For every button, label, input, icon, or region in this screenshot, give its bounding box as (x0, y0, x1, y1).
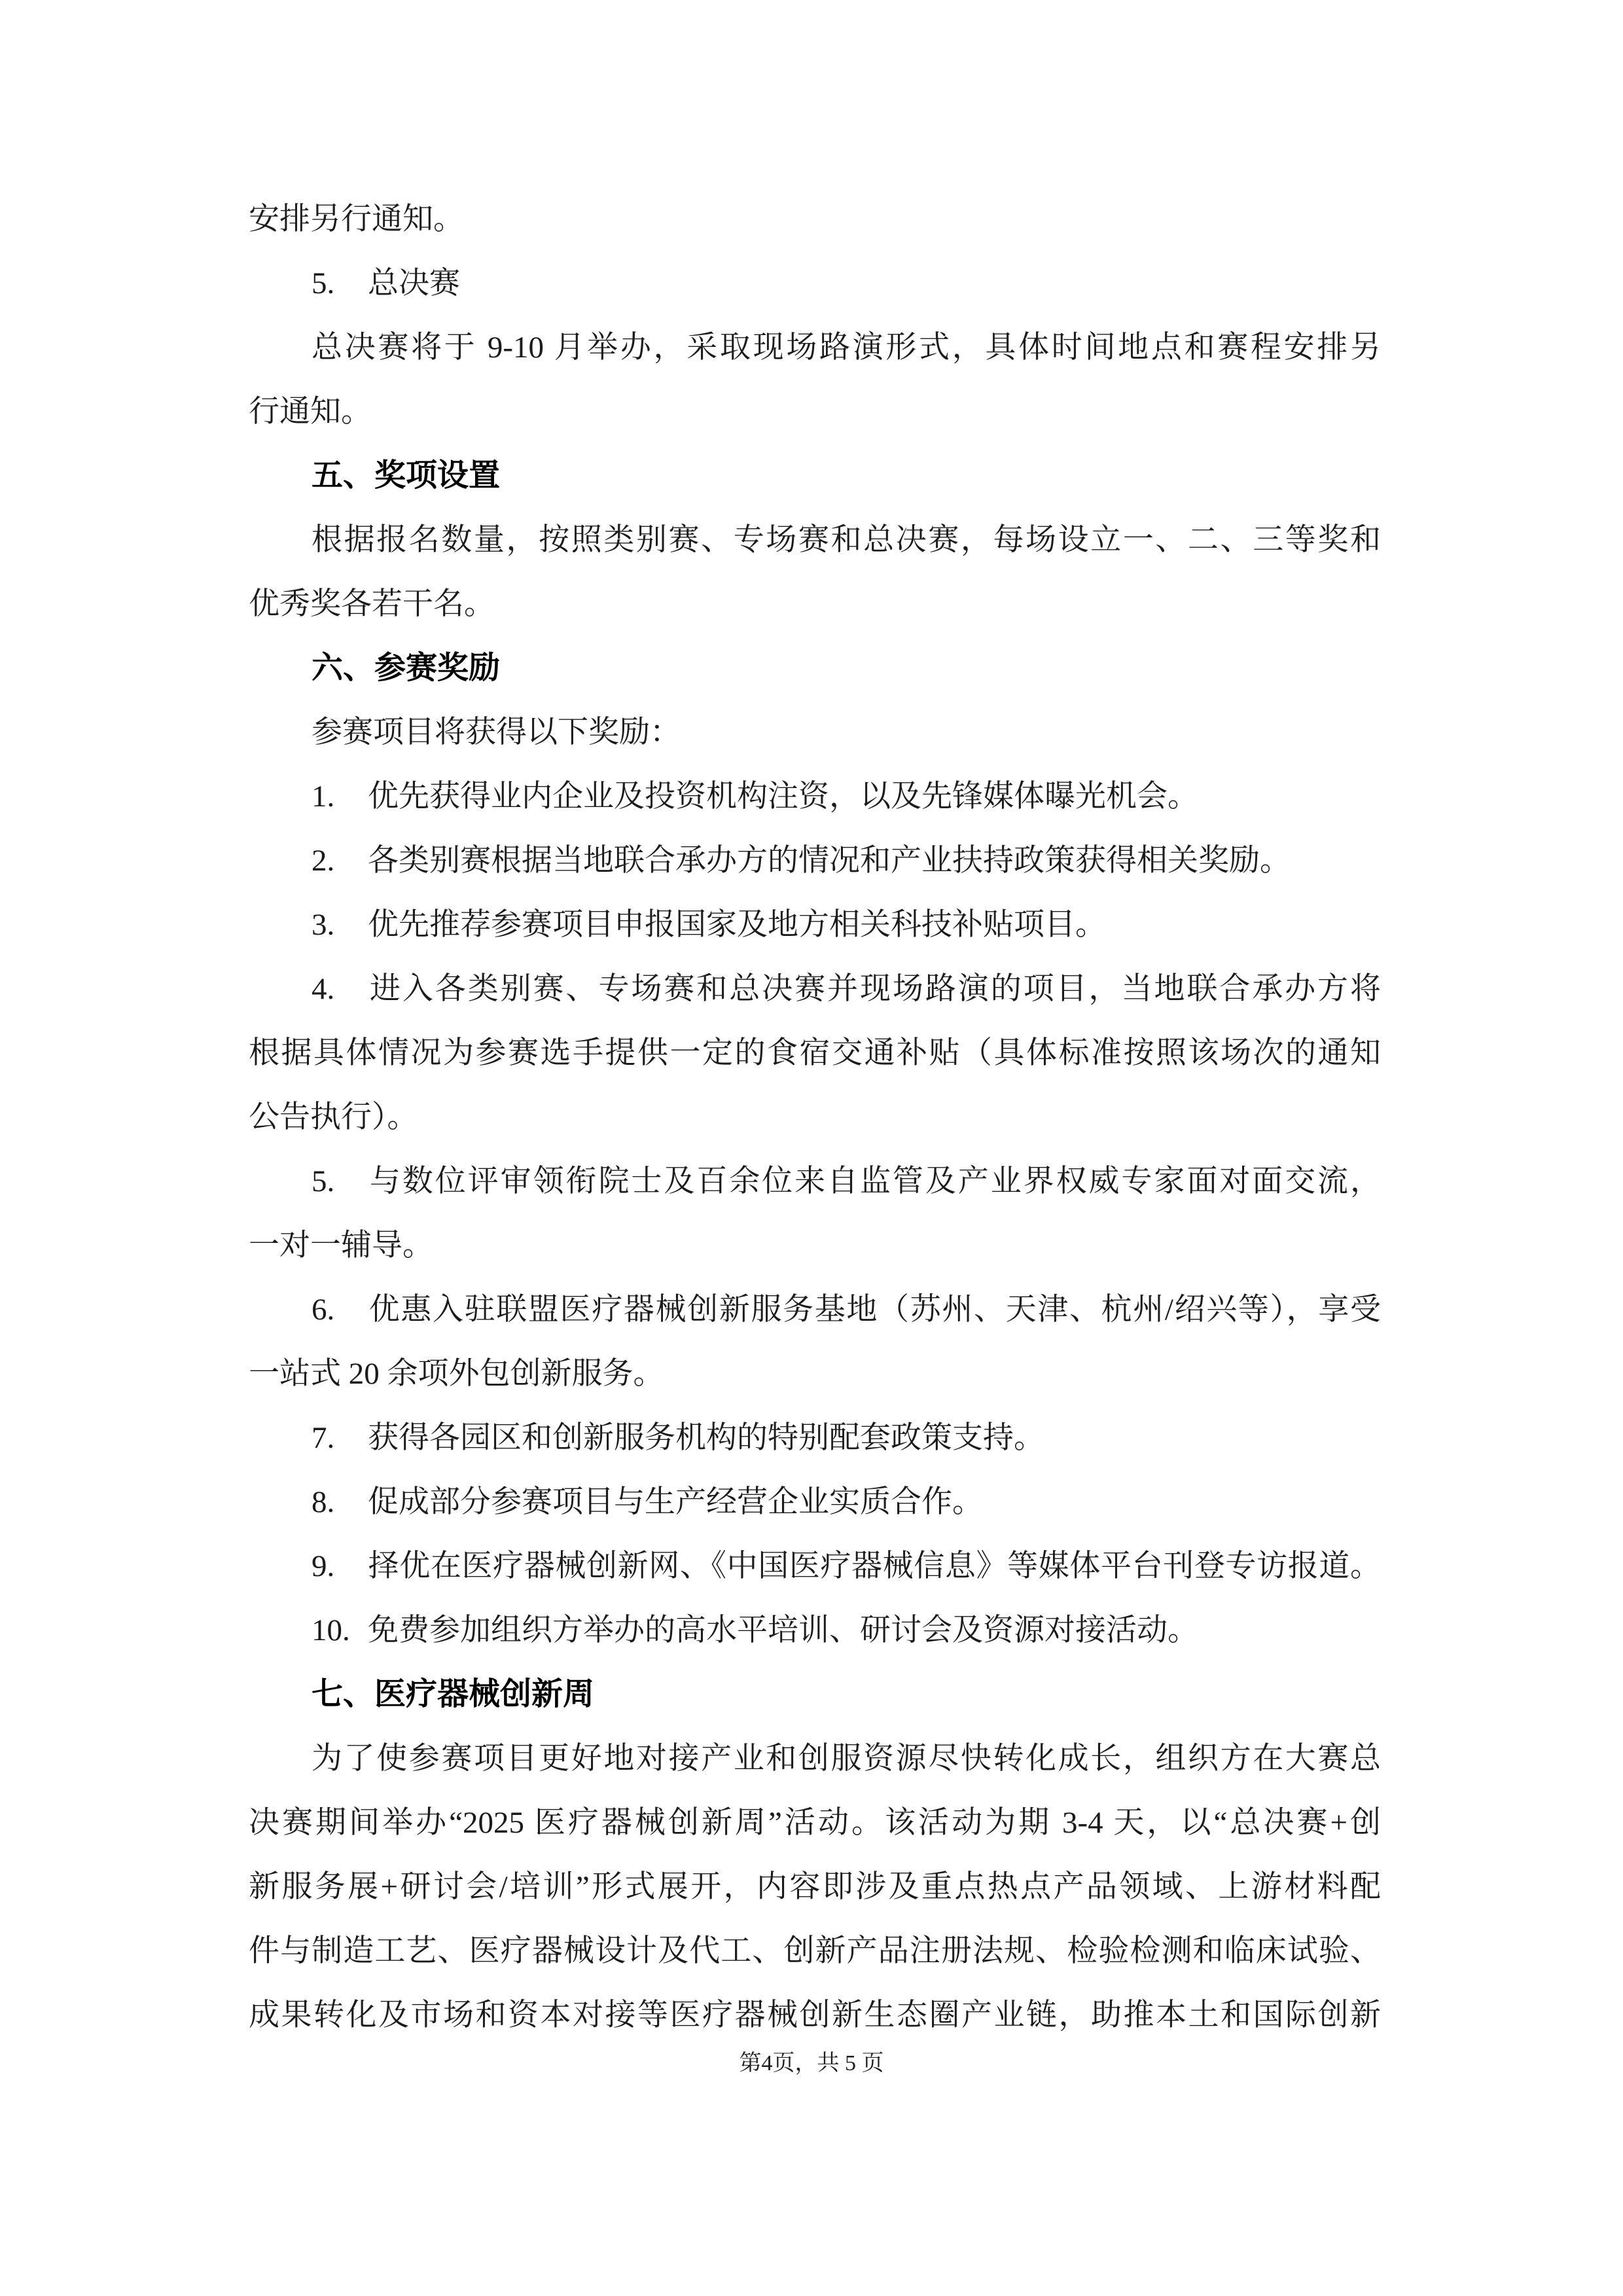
list-item (249, 1534, 1381, 1598)
list-item (249, 893, 1381, 957)
text-line: 优秀奖各若干名。 (249, 587, 495, 621)
list-item (249, 829, 1381, 893)
text-line: 参赛项目将获得以下奖励： (312, 715, 681, 749)
list-item-text: 免费参加组织方举办的高水平培训、研讨会及资源对接活动。 (368, 1613, 1198, 1647)
text-line: 安排另行通知。 (249, 202, 464, 236)
list-item (249, 1149, 1381, 1213)
list-item-text: 与数位评审领衔院士及百余位来自监管及产业界权威专家面对面交流， (368, 1164, 1381, 1198)
text-line: 成果转化及市场和资本对接等医疗器械创新生态圈产业链，助推本土和国际创新 (249, 1998, 1381, 2032)
text-line: 一站式 20 余项外包创新服务。 (249, 1357, 664, 1391)
list-item (249, 957, 1381, 1021)
text-line: 决赛期间举办“2025 医疗器械创新周”活动。该活动为期 3-4 天，以“总决赛+创 (249, 1806, 1381, 1840)
list-number: 10. (312, 1613, 350, 1647)
list-item-text: 促成部分参赛项目与生产经营企业实质合作。 (368, 1485, 983, 1519)
list-number: 4. (312, 972, 335, 1006)
list-item-text: 各类别赛根据当地联合承办方的情况和产业扶持政策获得相关奖励。 (368, 844, 1291, 878)
text-line: 新服务展+研讨会/培训”形式展开，内容即涉及重点热点产品领域、上游材料配 (249, 1870, 1381, 1904)
list-item (249, 1598, 1381, 1662)
section-heading: 七、医疗器械创新周 (312, 1677, 595, 1712)
text-line: 根据具体情况为参赛选手提供一定的食宿交通补贴（具体标准按照该场次的通知 (249, 1036, 1381, 1070)
list-number: 8. (312, 1485, 335, 1519)
list-item-text: 优先获得业内企业及投资机构注资，以及先锋媒体曝光机会。 (368, 780, 1198, 814)
text-line: 行通知。 (249, 395, 372, 429)
list-item-text: 择优在医疗器械创新网、《中国医疗器械信息》等媒体平台刊登专访报道。 (368, 1549, 1381, 1583)
list-number: 9. (312, 1549, 335, 1583)
list-item-text: 进入各类别赛、专场赛和总决赛并现场路演的项目，当地联合承办方将 (368, 972, 1381, 1006)
list-item (249, 1406, 1381, 1470)
list-number: 5. (312, 1164, 335, 1198)
list-number: 3. (312, 908, 335, 942)
text-line: 总决赛将于 9-10 月举办，采取现场路演形式，具体时间地点和赛程安排另 (312, 331, 1381, 365)
list-item (249, 764, 1381, 829)
text-line: 根据报名数量，按照类别赛、专场赛和总决赛，每场设立一、二、三等奖和 (312, 523, 1381, 557)
list-number: 5. (312, 266, 335, 300)
text-line: 公告执行）。 (249, 1100, 418, 1134)
text-line: 件与制造工艺、医疗器械设计及代工、创新产品注册法规、检验检测和临床试验、 (249, 1934, 1381, 1968)
text-line: 一对一辅导。 (249, 1229, 433, 1263)
list-number: 6. (312, 1293, 335, 1327)
document-body (249, 187, 1381, 2047)
list-item-text: 优先推荐参赛项目申报国家及地方相关科技补贴项目。 (368, 908, 1106, 942)
list-number: 2. (312, 844, 335, 878)
list-number: 7. (312, 1421, 335, 1455)
list-item-text: 获得各园区和创新服务机构的特别配套政策支持。 (368, 1421, 1044, 1455)
list-item (249, 1278, 1381, 1342)
text-line: 为了使参赛项目更好地对接产业和创服资源尽快转化成长，组织方在大赛总 (312, 1742, 1381, 1776)
list-number: 1. (312, 780, 335, 814)
list-item-text: 优惠入驻联盟医疗器械创新服务基地（苏州、天津、杭州/绍兴等），享受 (368, 1293, 1381, 1327)
list-item-text: 总决赛 (368, 266, 460, 300)
list-item (249, 251, 1381, 315)
list-item (249, 1470, 1381, 1534)
section-heading: 六、参赛奖励 (312, 651, 501, 685)
section-heading: 五、奖项设置 (312, 458, 501, 493)
page-footer: 第4页，共 5 页 (739, 2051, 884, 2075)
